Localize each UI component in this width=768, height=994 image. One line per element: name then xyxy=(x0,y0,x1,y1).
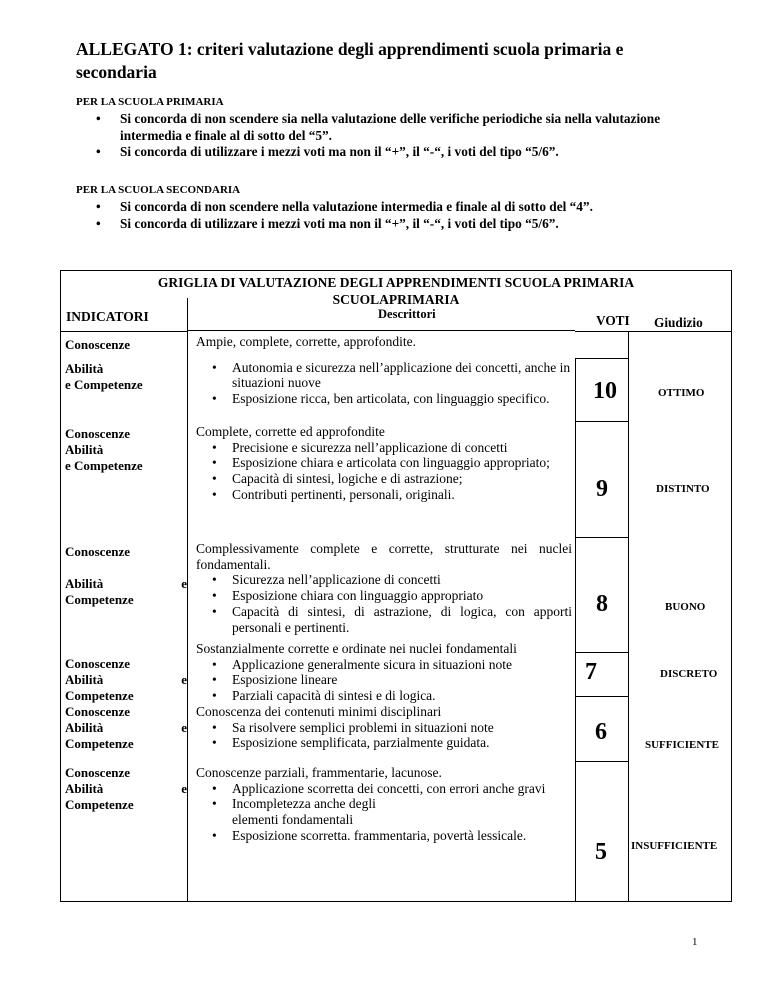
descriptor-8 xyxy=(196,541,572,635)
divider xyxy=(575,537,628,538)
judgment-8: BUONO xyxy=(665,601,706,613)
indicator-e: e xyxy=(181,672,187,687)
grid-title xyxy=(61,275,731,308)
descriptor-intro: Ampie, complete, corrette, approfondite. xyxy=(196,334,417,349)
vote-7: 7 xyxy=(585,659,597,685)
descriptor-5 xyxy=(196,765,572,844)
descriptor-intro: Complessivamente complete e corrette, strutturate nei nuclei fondamentali. xyxy=(196,541,572,572)
judgment-5: INSUFFICIENTE xyxy=(631,840,718,852)
indicator-conoscenze: Conoscenze xyxy=(65,656,130,671)
grid-title-line1: GRIGLIA DI VALUTAZIONE DEGLI APPRENDIMENTI SCUOLA PRIMARIA xyxy=(157,275,635,290)
descriptor-item: • Esposizione chiara con linguaggio appropriato xyxy=(196,588,572,604)
descriptor-item: • Capacità di sintesi, logiche e di astrazione; xyxy=(196,471,572,487)
vote-5: 5 xyxy=(595,839,607,865)
indicator-abilita: Abilità xyxy=(65,576,104,591)
descriptor-9 xyxy=(196,424,572,503)
indicator-conoscenze: Conoscenze xyxy=(65,765,130,780)
divider xyxy=(575,421,628,422)
indicator-competenze: Competenze xyxy=(65,592,134,607)
indicator-abilita: Abilità xyxy=(65,672,104,687)
divider xyxy=(61,331,187,332)
judgment-7: DISCRETO xyxy=(660,668,718,680)
page-number: 1 xyxy=(692,936,698,948)
indicator-competenze: Competenze xyxy=(65,736,134,751)
indicator-group-7 xyxy=(65,656,187,704)
descriptor-item: • Autonomia e sicurezza nell’applicazione dei concetti, anche in situazioni nuove xyxy=(196,360,572,391)
vote-10: 10 xyxy=(593,378,617,404)
divider xyxy=(575,761,628,762)
descriptor-item: • Esposizione ricca, ben articolata, con linguaggio specifico. xyxy=(196,391,572,407)
indicator-conoscenze: Conoscenze xyxy=(65,426,130,441)
divider xyxy=(575,358,576,902)
descriptor-item: • Capacità di sintesi, di astrazione, di logica, con apporti personali e pertinenti. xyxy=(196,604,572,635)
vote-6: 6 xyxy=(595,719,607,745)
descriptor-item: • Esposizione lineare xyxy=(196,672,572,688)
evaluation-grid xyxy=(60,270,732,902)
judgment-10: OTTIMO xyxy=(658,387,705,399)
indicator-abilita: Abilità xyxy=(65,442,104,457)
descriptor-item: • Esposizione scorretta. frammentaria, povertà lessicale. xyxy=(196,828,532,844)
indicator-abilita: Abilità xyxy=(65,361,104,376)
descriptor-item: • Esposizione chiara e articolata con linguaggio appropriato; xyxy=(196,455,572,471)
divider xyxy=(575,358,628,359)
divider xyxy=(575,652,628,653)
primaria-item: • Si concorda di utilizzare i mezzi voti ma non il “+”, il “-“, i voti del tipo “5/6”. xyxy=(96,144,716,161)
descriptor-7 xyxy=(196,641,572,704)
descriptor-item: • Applicazione generalmente sicura in situazioni note xyxy=(196,657,572,673)
descriptor-intro: Sostanzialmente corrette e ordinate nei nuclei fondamentali xyxy=(196,641,517,656)
vote-9: 9 xyxy=(596,476,608,502)
header-giudizio: Giudizio xyxy=(654,315,703,330)
grid-title-line2: SCUOLAPRIMARIA xyxy=(332,291,460,307)
descriptor-item: • Esposizione semplificata, parzialmente guidata. xyxy=(196,735,572,751)
page-title: ALLEGATO 1: criteri valutazione degli apprendimenti scuola primaria e secondaria xyxy=(76,39,624,82)
indicator-abilita: Abilità xyxy=(65,781,104,796)
secondaria-label: PER LA SCUOLA SECONDARIA xyxy=(76,184,241,196)
indicator-e: e xyxy=(181,781,187,796)
indicator-abilita-competenze xyxy=(65,361,187,393)
divider xyxy=(628,331,629,902)
descriptor-item: • Precisione e sicurezza nell’applicazione di concetti xyxy=(196,440,572,456)
header-descrittori: Descrittori xyxy=(378,307,436,321)
judgment-6: SUFFICIENTE xyxy=(645,739,719,751)
descriptor-10 xyxy=(196,334,572,407)
primaria-list xyxy=(96,111,716,161)
descriptor-intro: Conoscenze parziali, frammentarie, lacunose. xyxy=(196,765,442,780)
indicator-conoscenze: Conoscenze xyxy=(65,544,130,559)
primaria-label: PER LA SCUOLA PRIMARIA xyxy=(76,96,224,108)
descriptor-intro: Conoscenza dei contenuti minimi disciplinari xyxy=(196,704,442,719)
descriptor-item: • Applicazione scorretta dei concetti, con errori anche gravi xyxy=(196,781,572,797)
descriptor-item: • Sa risolvere semplici problemi in situazioni note xyxy=(196,720,572,736)
indicator-group-5 xyxy=(65,765,187,813)
indicator-conoscenze: Conoscenze xyxy=(65,337,130,352)
indicator-abilita-competenze xyxy=(65,576,187,608)
indicator-group-9 xyxy=(65,426,187,474)
descriptor-item: • Sicurezza nell’applicazione di concetti xyxy=(196,572,572,588)
vote-8: 8 xyxy=(596,591,608,617)
secondaria-item: • Si concorda di non scendere nella valutazione intermedia e finale al di sotto del “4”. xyxy=(96,199,716,216)
divider xyxy=(575,331,732,332)
indicator-conoscenze: Conoscenze xyxy=(65,704,130,719)
indicator-e: e xyxy=(181,720,187,735)
header-indicatori: INDICATORI xyxy=(66,309,149,324)
divider xyxy=(187,330,575,331)
descriptor-item: • Parziali capacità di sintesi e di logica. xyxy=(196,688,572,704)
descriptor-intro: Complete, corrette ed approfondite xyxy=(196,424,385,439)
descriptor-item: • Contributi pertinenti, personali, originali. xyxy=(196,487,572,503)
indicator-abilita: Abilità xyxy=(65,720,104,735)
divider xyxy=(187,298,188,902)
header-voti: VOTI xyxy=(596,313,630,328)
divider xyxy=(575,696,628,697)
descriptor-item: • Incompletezza anche degli elementi fondamentali xyxy=(196,796,382,827)
indicator-e: e xyxy=(181,576,187,591)
indicator-competenze: e Competenze xyxy=(65,458,143,473)
indicator-group-6 xyxy=(65,704,187,752)
indicator-competenze: Competenze xyxy=(65,688,134,703)
secondaria-list xyxy=(96,199,716,232)
indicator-competenze: Competenze xyxy=(65,797,134,812)
judgment-9: DISTINTO xyxy=(656,483,710,495)
indicator-competenze: e Competenze xyxy=(65,377,143,392)
descriptor-6 xyxy=(196,704,572,751)
secondaria-item: • Si concorda di utilizzare i mezzi voti ma non il “+”, il “-“, i voti del tipo “5/6”. xyxy=(96,216,716,233)
primaria-item: • Si concorda di non scendere sia nella valutazione delle verifiche periodiche sia nella valutazione intermedia e finale al di sotto del “5”. xyxy=(96,111,716,144)
